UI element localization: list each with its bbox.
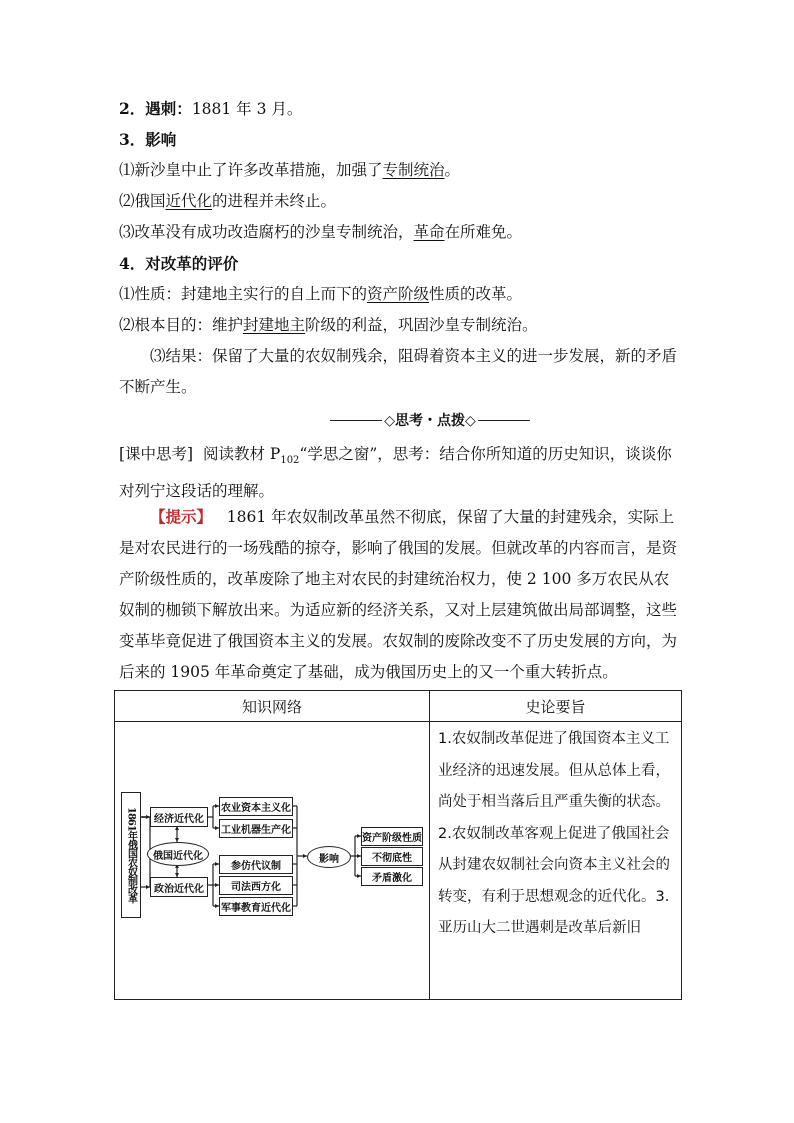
s3-item1-prefix: ⑴新沙皇中止了许多改革措施，加强了 xyxy=(119,161,383,179)
table-body-row xyxy=(115,722,682,1000)
diagram-parliament: 参仿代议制 xyxy=(219,855,293,874)
header-history-points: 史论要旨 xyxy=(430,691,682,722)
diagram-agri-capitalism: 农业资本主义化 xyxy=(219,797,293,816)
section-2-number: 2． xyxy=(119,99,146,118)
diagram-intensified-conflicts: 矛盾激化 xyxy=(361,867,423,886)
table-header-row xyxy=(115,691,682,722)
s4-item1-suffix: 性质的改革。 xyxy=(429,285,523,303)
section-3-item-3 xyxy=(119,217,679,248)
section-4-item-1 xyxy=(119,279,679,310)
s4-item2-prefix: ⑵根本目的：维护 xyxy=(119,316,244,334)
section-2-line xyxy=(119,93,679,125)
section-3-item-1 xyxy=(119,155,679,186)
diagram-industrial-machine: 工业机器生产化 xyxy=(219,819,293,838)
question-text-a: 阅读教材 P xyxy=(202,445,281,463)
hint-label: 【提示】 xyxy=(150,507,213,526)
diagram-econ-modernization: 经济近代化 xyxy=(150,807,208,827)
s4-item1-key: 资产阶级 xyxy=(367,285,430,303)
s4-item2-key: 封建地主 xyxy=(243,316,306,334)
diagram-root-reform: 1861年俄国农奴制改革 xyxy=(121,792,141,918)
section-3-heading: 3．影响 xyxy=(119,130,177,149)
s3-item1-suffix: 。 xyxy=(444,161,461,179)
s3-item1-key: 专制统治 xyxy=(382,161,445,179)
question-text-b: “学思之窗”，思考：结合你所知道的历史知识，谈谈你对列宁这段话的理解。 xyxy=(119,445,672,501)
diagram-judicial: 司法西方化 xyxy=(219,876,293,895)
think-divider xyxy=(330,410,530,430)
diagram-russia-modernization: 俄国近代化 xyxy=(147,842,209,866)
question-label: [课中思考] xyxy=(119,445,194,463)
history-points-text: 1.农奴制改革促进了俄国资本主义工业经济的迅速发展。但从总体上看，尚处于相当落后且严重失衡的状态。2.农奴制改革客观上促进了俄国社会从封建农奴制社会向资本主义社会的转变，有利于思想观念的近代化。3.亚历山大二世遇刺是改革后新旧 xyxy=(430,722,682,1000)
section-4-item-3: ⑶结果：保留了大量的农奴制残余，阻碍着资本主义的进一步发展，新的矛盾不断产生。 xyxy=(119,347,678,396)
section-3-item-2 xyxy=(119,186,679,217)
header-knowledge-network: 知识网络 xyxy=(115,691,430,722)
s3-item3-suffix: 在所难免。 xyxy=(444,223,523,241)
s3-item2-suffix: 的进程并未终止。 xyxy=(212,192,337,210)
divider-line-right xyxy=(478,420,530,421)
hint-paragraph xyxy=(119,501,679,688)
s3-item3-key: 革命 xyxy=(413,223,445,241)
class-question xyxy=(119,439,679,507)
diagram-effect: 影响 xyxy=(307,846,351,868)
section-2-text: 1881 年 3 月。 xyxy=(191,100,303,118)
s3-item3-prefix: ⑶改革没有成功改造腐朽的沙皇专制统治， xyxy=(119,223,414,241)
s4-item2-suffix: 阶级的利益，巩固沙皇专制统治。 xyxy=(305,316,538,334)
section-4-item-2 xyxy=(119,310,679,341)
diagram-incompleteness: 不彻底性 xyxy=(361,847,423,866)
section-4-heading: 4．对改革的评价 xyxy=(119,254,239,273)
section-2-title: 遇刺： xyxy=(145,99,192,118)
s4-item1-prefix: ⑴性质：封建地主实行的自上而下的 xyxy=(119,285,368,303)
diagram-bourgeois-nature: 资产阶级性质 xyxy=(361,827,423,846)
question-page-subscript: 102 xyxy=(280,455,300,467)
s3-item2-key: 近代化 xyxy=(165,192,213,210)
divider-label: ◇思考・点拨◇ xyxy=(384,413,476,429)
divider-line-left xyxy=(330,420,382,421)
hint-text: 1861 年农奴制改革虽然不彻底，保留了大量的封建残余，实际上是对农民进行的一场残酷的掠夺，影响了俄国的发展。但就改革的内容而言，是资产阶级性质的，改革废除了地主对农民的封建统治权力，使 2 100 多万农民从农奴制的枷锁下解放出来。为适应新的经济关系，又对上层建筑做出局部调整，这些变革毕竟促进了俄国资本主义的发展。农奴制的废除改变不了历史发展的方向，为后来的 1905 年革命奠定了基础，成为俄国历史上的又一个重大转折点。 xyxy=(119,508,678,681)
diagram-polit-modernization: 政治近代化 xyxy=(150,877,208,897)
knowledge-table xyxy=(114,690,682,1000)
knowledge-diagram-cell xyxy=(115,722,430,1000)
diagram-military-education: 军事教育近代化 xyxy=(219,897,293,916)
s3-item2-prefix: ⑵俄国 xyxy=(119,192,166,210)
